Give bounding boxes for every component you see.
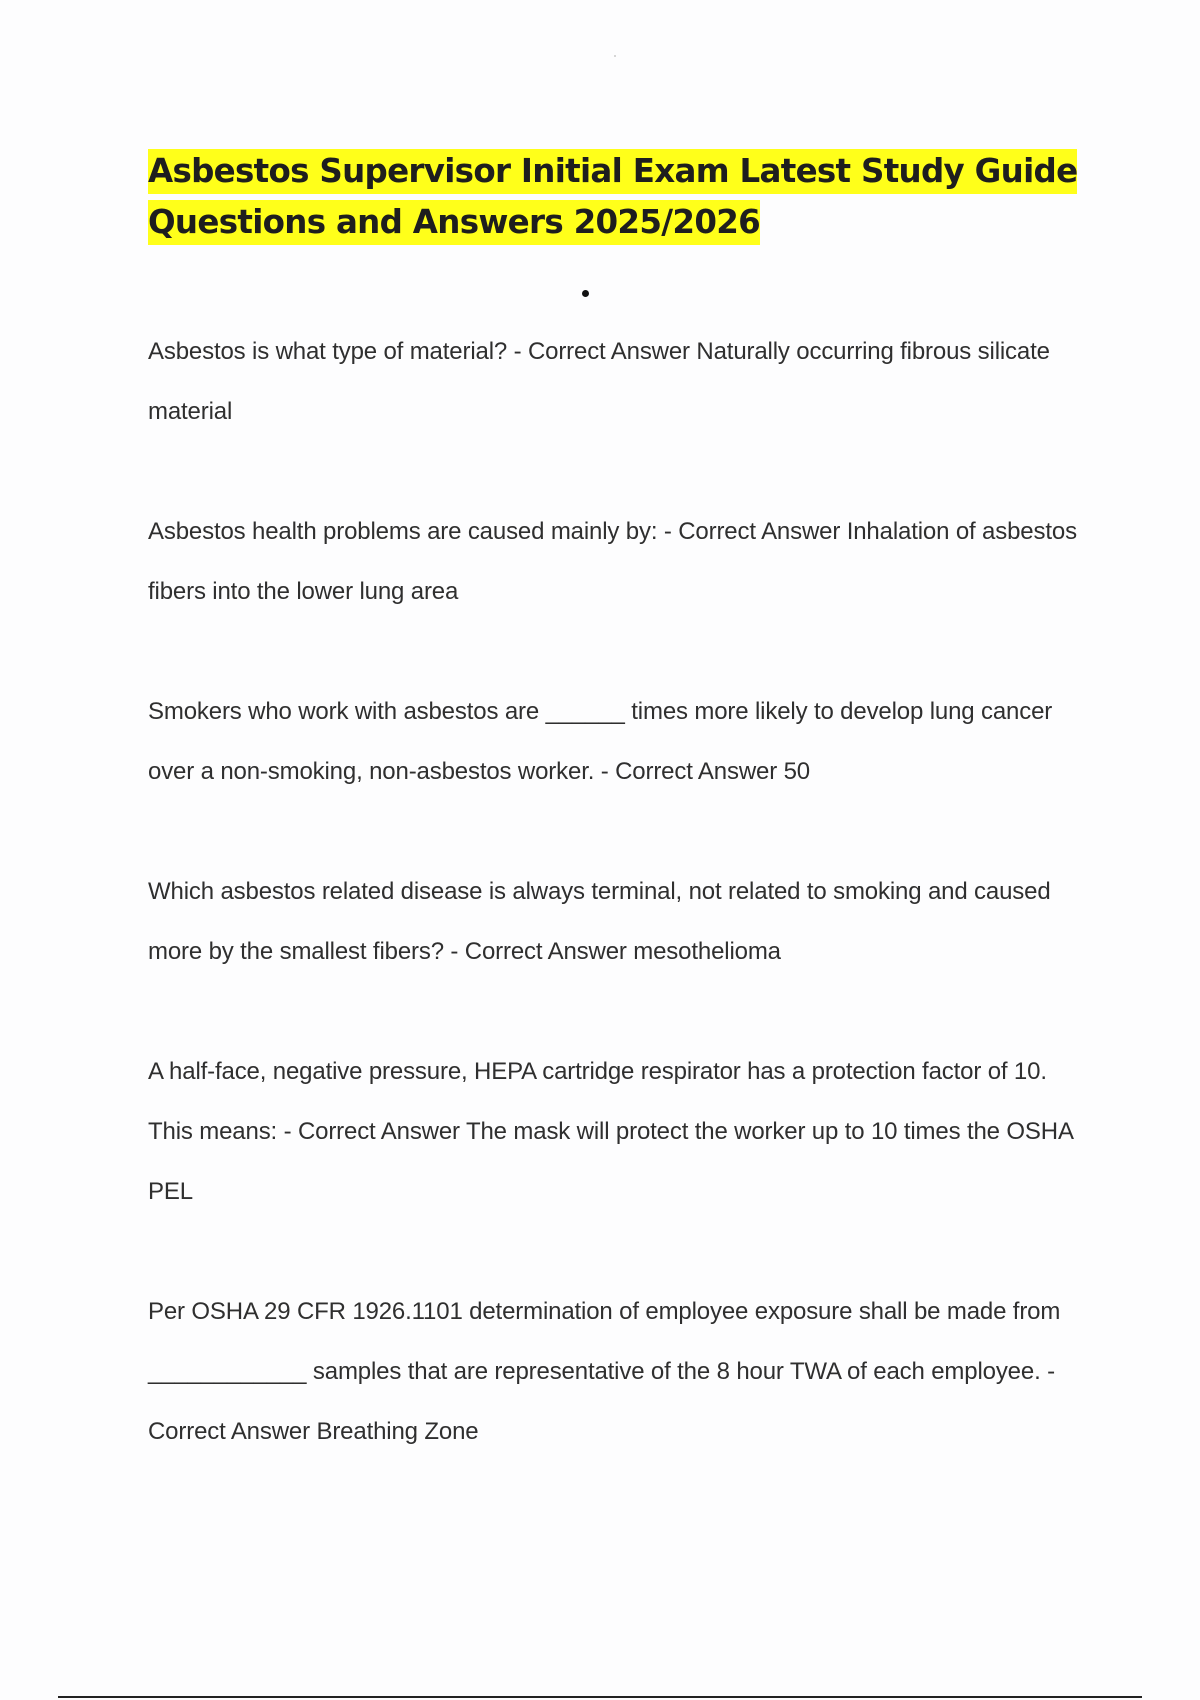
- qa-item-3: Smokers who work with asbestos are ______ times more likely to develop lung cancer over a non-smoking, non-asbestos worker. - Correct Answer 50: [148, 698, 1053, 785]
- bullet-dot: [582, 290, 589, 297]
- qa-item-4: Which asbestos related disease is always terminal, not related to smoking and caused more by the smallest fibers? - Correct Answer mesothelioma: [148, 878, 1051, 965]
- document-title: Asbestos Supervisor Initial Exam Latest Study Guide Questions and Answers 2025/2026: [148, 149, 1077, 245]
- scan-speck: [614, 55, 616, 57]
- qa-item-5: A half-face, negative pressure, HEPA cartridge respirator has a protection factor of 10. This means: - Correct Answer The mask will protect the worker up to 10 times the OSHA PEL: [148, 1058, 1073, 1205]
- qa-item-6: Per OSHA 29 CFR 1926.1101 determination of employee exposure shall be made from ____________ samples that are representative of the 8 hour TWA of each employee. - Correct Answer Breathing Zone: [148, 1298, 1061, 1445]
- qa-item-2: Asbestos health problems are caused mainly by: - Correct Answer Inhalation of asbestos fibers into the lower lung area: [148, 518, 1077, 605]
- qa-item-1: Asbestos is what type of material? - Correct Answer Naturally occurring fibrous silicate material: [148, 338, 1050, 425]
- bottom-rule: [58, 1696, 1142, 1698]
- title-block: [148, 146, 1078, 248]
